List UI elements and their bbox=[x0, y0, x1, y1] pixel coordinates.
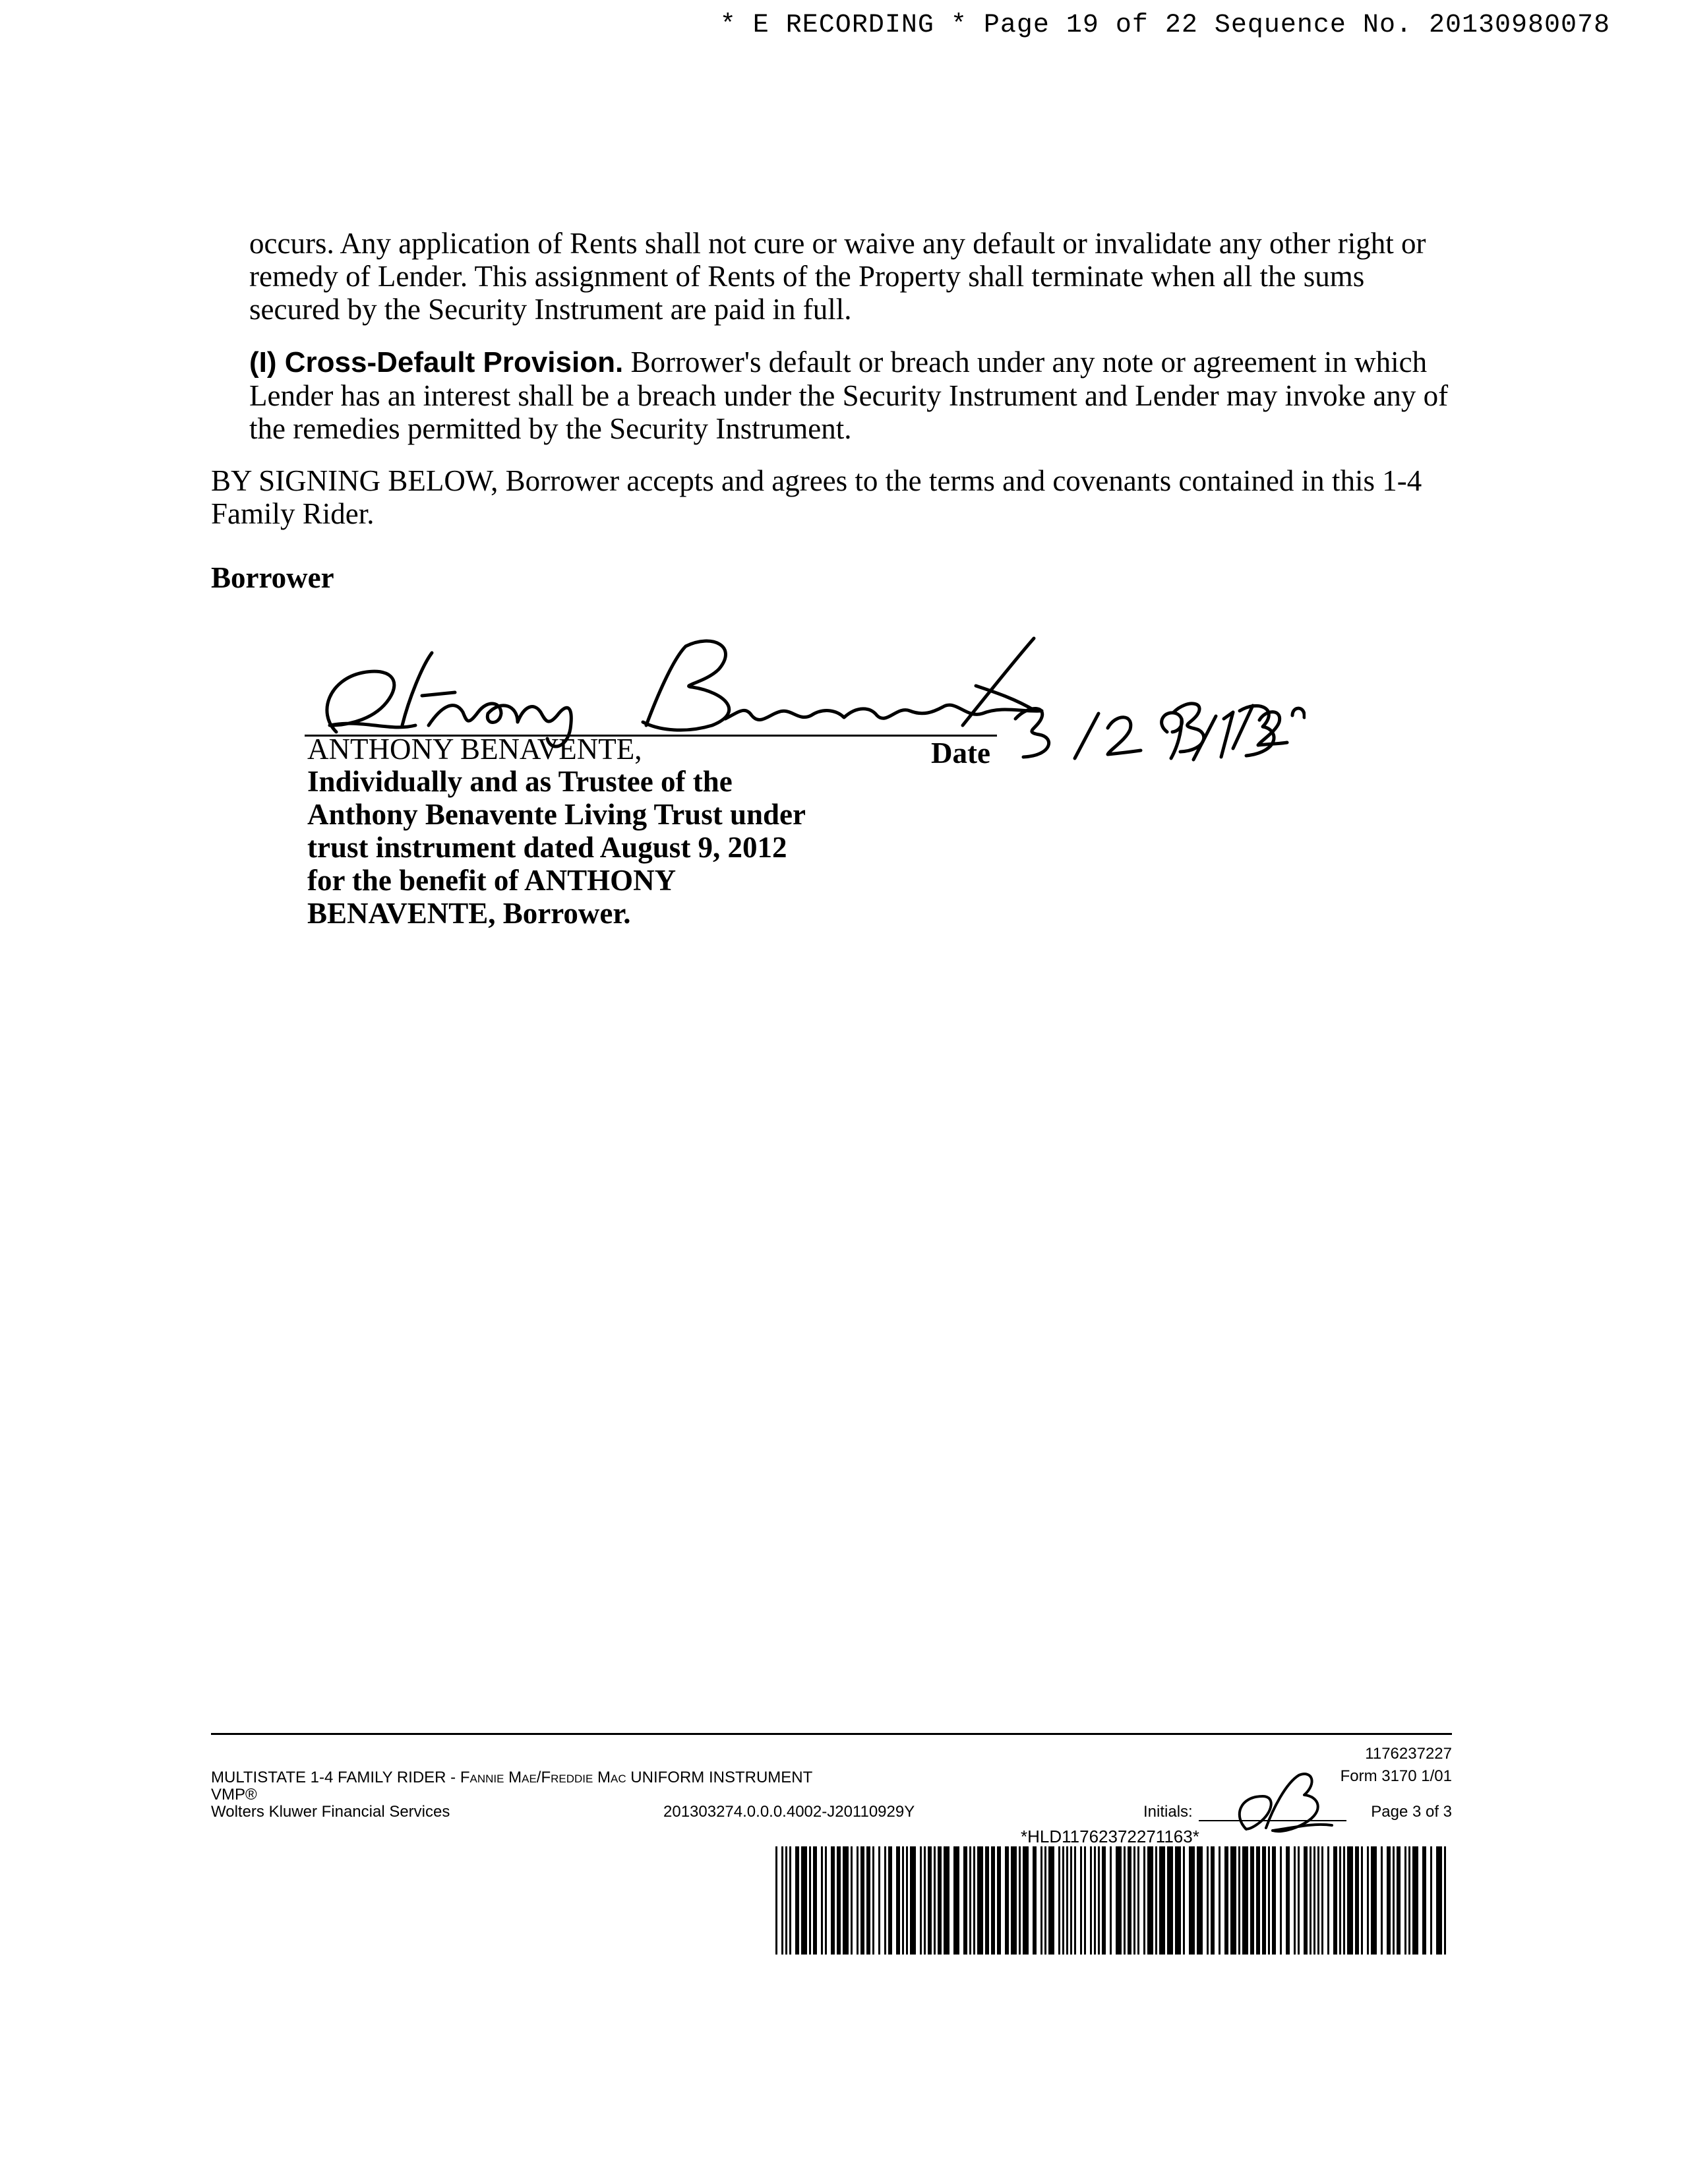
barcode-text: *HLD11762372271163* bbox=[1021, 1827, 1199, 1846]
borrower-heading: Borrower bbox=[211, 561, 334, 594]
handwritten-initials bbox=[1226, 1770, 1339, 1842]
recording-stamp: * E RECORDING * Page 19 of 22 Sequence No. 20130980078 bbox=[719, 11, 1610, 40]
trustee-description bbox=[307, 765, 901, 930]
footer-rule bbox=[211, 1733, 1452, 1735]
cross-default-heading: (I) Cross-Default Provision. bbox=[249, 346, 624, 379]
trustee-line: trust instrument dated August 9, 2012 bbox=[307, 831, 787, 864]
form-number: Form 3170 1/01 bbox=[1340, 1767, 1452, 1785]
publisher: Wolters Kluwer Financial Services bbox=[211, 1803, 450, 1821]
barcode bbox=[775, 1846, 1453, 1955]
vmp-mark: VMP® bbox=[211, 1786, 257, 1804]
loan-number: 1176237227 bbox=[1365, 1745, 1452, 1763]
form-title: MULTISTATE 1-4 FAMILY RIDER - Fannie Mae/Freddie Mac UNIFORM INSTRUMENT bbox=[211, 1769, 813, 1786]
trustee-line: Individually and as Trustee of the bbox=[307, 765, 733, 798]
handwritten-date bbox=[1009, 679, 1286, 778]
page-indicator: Page 3 of 3 bbox=[1371, 1803, 1452, 1821]
initials-label: Initials: bbox=[1143, 1803, 1193, 1821]
trustee-line: BENAVENTE, Borrower. bbox=[307, 897, 631, 930]
cross-default-text: Borrower's default or breach under any note or agreement in which Lender has an interest shall be a breach under the Security Instrument and Lender may invoke any of the remedies permitted by the Security Instrument. bbox=[249, 346, 1449, 445]
document-code: 201303274.0.0.0.4002-J20110929Y bbox=[663, 1803, 915, 1821]
trustee-line: Anthony Benavente Living Trust under bbox=[307, 798, 806, 831]
trustee-line: for the benefit of ANTHONY bbox=[307, 864, 677, 897]
date-label: Date bbox=[931, 737, 990, 770]
signing-statement: BY SIGNING BELOW, Borrower accepts and agrees to the terms and covenants contained in this 1-4 Family Rider. bbox=[211, 464, 1422, 530]
signer-name: ANTHONY BENAVENTE, bbox=[307, 733, 642, 766]
cross-default-paragraph bbox=[249, 346, 1456, 445]
rents-paragraph: occurs. Any application of Rents shall not cure or waive any default or invalidate any other right or remedy of Lender. This assignment of Rents of the Property shall terminate when all the sums secured by the Security Instrument are paid in full. bbox=[249, 227, 1426, 326]
